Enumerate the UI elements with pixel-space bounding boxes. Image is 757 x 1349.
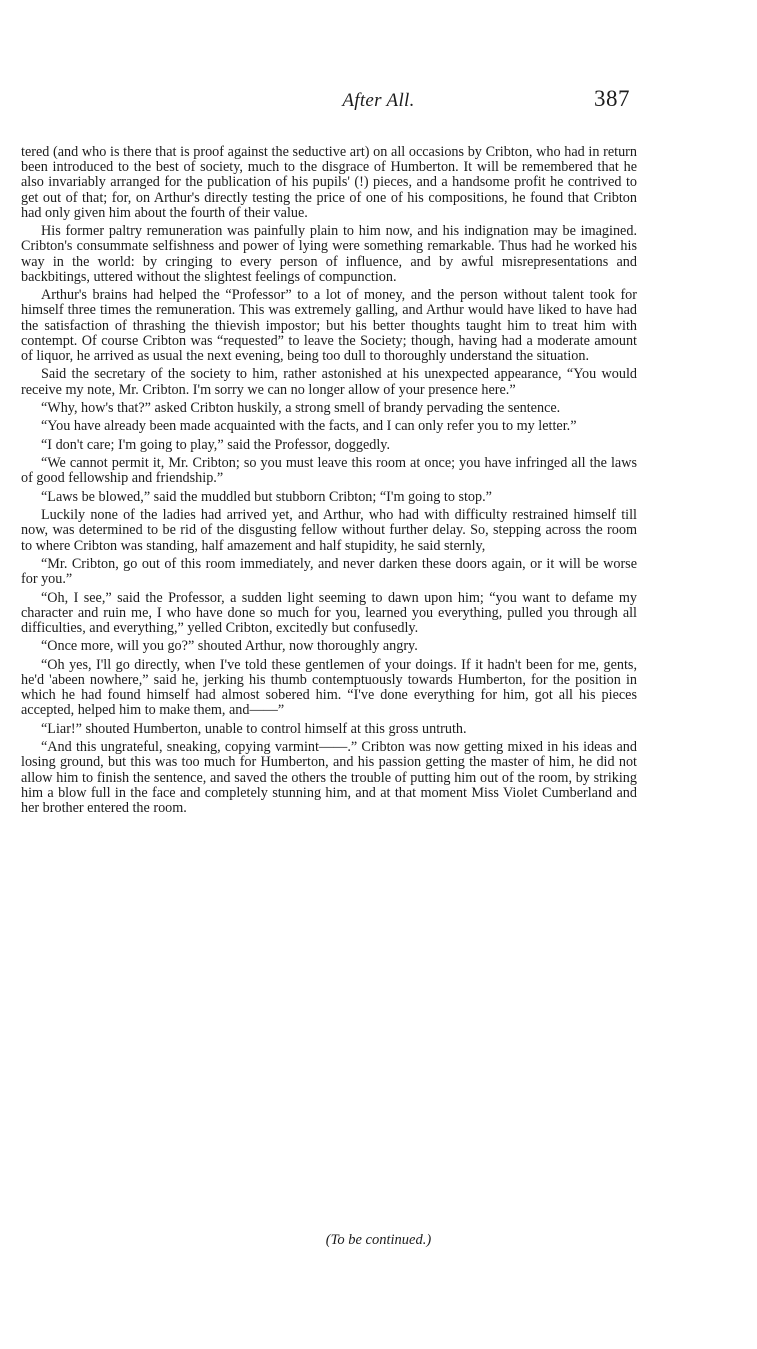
paragraph: “Once more, will you go?” shouted Arthur, now thoroughly angry.	[41, 638, 418, 655]
paragraph: “Liar!” shouted Humberton, unable to control himself at this gross untruth.	[41, 720, 467, 737]
article-body	[21, 145, 637, 819]
paragraph: “Why, how's that?” asked Cribton huskily, a strong smell of brandy pervading the sentence.	[41, 400, 561, 416]
paragraph: “You have already been made acquainted with the facts, and I can only refer you to my letter.”	[41, 418, 577, 435]
paragraph: tered (and who is there that is proof against the seductive art) on all occasions by Cribton, who had in return been introduced to the best of society, much to the disgrace of Humberton. It will be remembered that he also invariably arranged for the publication of his pupils' (!) pieces, and a handsome profit he contrived to get out of that; for, on Arthur's directly testing the price of one of his compositions, he found that Cribton had only given him about the fourth of their value.	[21, 144, 637, 221]
page-header	[0, 86, 757, 120]
paragraph: “And this ungrateful, sneaking, copying varmint——.” Cribton was now getting mixed in his ideas and losing ground, but this was too much for Humberton, and his passion getting the master of him, he did not allow him to finish the sentence, and saved the others the trouble of putting him out of the room, by striking him a blow full in the face and completely stunning him, and at that moment Miss Violet Cumberland and her brother entered the room.	[21, 739, 637, 816]
paragraph: Said the secretary of the society to him, rather astonished at his unexpected appearance, “You would receive my note, Mr. Cribton. I'm sorry we can no longer allow of your presence here.”	[21, 366, 637, 398]
to-be-continued-note: (To be continued.)	[325, 1232, 432, 1248]
paragraph: Luckily none of the ladies had arrived yet, and Arthur, who had with difficulty restrained himself till now, was determined to be rid of the disgusting fellow without further delay. So, stepping across the room to where Cribton was standing, half amazement and half stupidity, he said sternly,	[21, 507, 637, 554]
paragraph: “I don't care; I'm going to play,” said the Professor, doggedly.	[41, 436, 391, 453]
paragraph: His former paltry remuneration was painfully plain to him now, and his indignation may be imagined. Cribton's consummate selfishness and power of lying were something remarkable. Thus had he worked his way in the world: by cringing to every person of influence, and by awful misrepresentations and backbitings, uttered without the slightest feelings of compunction.	[21, 223, 637, 285]
paragraph: “We cannot permit it, Mr. Cribton; so you must leave this room at once; you have infringed all the laws of good fellowship and friendship.”	[21, 455, 637, 487]
paragraph: “Mr. Cribton, go out of this room immediately, and never darken these doors again, or it will be worse for you.”	[21, 555, 637, 588]
running-title: After All.	[342, 90, 415, 111]
page-number: 387	[594, 86, 630, 111]
paragraph: “Oh, I see,” said the Professor, a sudden light seeming to dawn upon him; “you want to defame my character and ruin me, I who have done so much for you, learned you everything, pulled you through all difficulties, and everything,” yelled Cribton, excitedly but confusedly.	[21, 589, 637, 636]
paragraph: “Laws be blowed,” said the muddled but stubborn Cribton; “I'm going to stop.”	[41, 488, 492, 505]
paragraph: Arthur's brains had helped the “Professor” to a lot of money, and the person without talent took for himself three times the remuneration. This was extremely galling, and Arthur would have liked to have had the satisfaction of thrashing the thievish impostor; but his better thoughts taught him to treat him with contempt. Of course Cribton was “requested” to leave the Society; though, having had a moderate amount of liquor, he arrived as usual the next evening, being too dull to thoroughly understand the situation.	[21, 287, 637, 365]
paragraph: “Oh yes, I'll go directly, when I've told these gentlemen of your doings. If it hadn't been for me, gents, he'd 'abeen nowhere,” said he, jerking his thumb contemptuously towards Humberton, for the position in which he had found himself had almost sobered him. “I've done everything for him, got all his pieces accepted, helped him to make them, and——”	[21, 656, 637, 719]
